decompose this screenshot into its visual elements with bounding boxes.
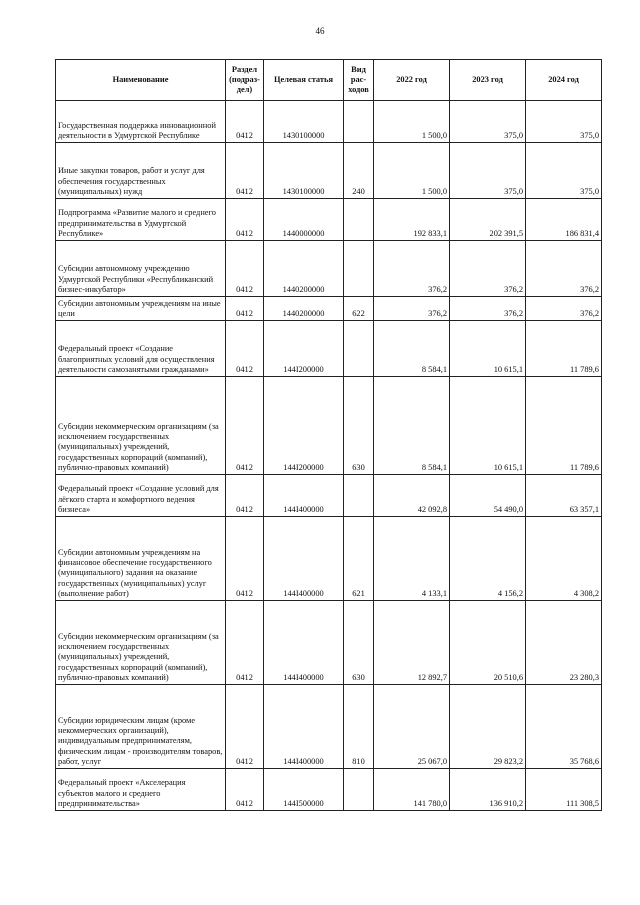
row-2022: 8 584,1 [374, 377, 450, 475]
row-vid: 240 [344, 143, 374, 199]
row-razdel: 0412 [226, 601, 264, 685]
row-celevaya: 1440200000 [264, 297, 344, 321]
table-row [56, 297, 602, 321]
header-2023: 2023 год [450, 60, 526, 101]
row-2022: 12 892,7 [374, 601, 450, 685]
row-2024: 375,0 [526, 101, 602, 143]
row-2023: 136 910,2 [450, 769, 526, 811]
row-name: Субсидии юридическим лицам (кроме некоммерческих организаций), индивидуальным предпринимателям, физическим лицам - производителям товаров, работ, услуг [56, 685, 226, 769]
row-vid [344, 769, 374, 811]
row-2023: 4 156,2 [450, 517, 526, 601]
header-name: Наименование [56, 60, 226, 101]
row-razdel: 0412 [226, 685, 264, 769]
row-2022: 141 780,0 [374, 769, 450, 811]
row-vid: 630 [344, 377, 374, 475]
row-name: Государственная поддержка инновационной деятельности в Удмуртской Республике [56, 101, 226, 143]
row-name: Подпрограмма «Развитие малого и среднего предпринимательства в Удмуртской Республике» [56, 199, 226, 241]
row-vid [344, 475, 374, 517]
row-celevaya: 144I400000 [264, 475, 344, 517]
row-celevaya: 1430100000 [264, 143, 344, 199]
row-2024: 375,0 [526, 143, 602, 199]
row-name: Федеральный проект «Создание условий для лёгкого старта и комфортного ведения бизнеса» [56, 475, 226, 517]
row-2023: 376,2 [450, 241, 526, 297]
row-2022: 25 067,0 [374, 685, 450, 769]
row-2023: 10 615,1 [450, 321, 526, 377]
row-2024: 23 280,3 [526, 601, 602, 685]
row-razdel: 0412 [226, 101, 264, 143]
table-row [56, 475, 602, 517]
row-name: Субсидии автономным учреждениям на иные цели [56, 297, 226, 321]
table-header-row [56, 60, 602, 101]
page-number: 46 [315, 26, 325, 36]
row-razdel: 0412 [226, 199, 264, 241]
row-razdel: 0412 [226, 475, 264, 517]
row-name: Субсидии некоммерческим организациям (за исключением государственных (муниципальных) учреждений, государственных корпораций (компаний), публично-правовых компаний) [56, 601, 226, 685]
row-2024: 35 768,6 [526, 685, 602, 769]
row-razdel: 0412 [226, 143, 264, 199]
table-row [56, 101, 602, 143]
header-2024: 2024 год [526, 60, 602, 101]
row-2024: 111 308,5 [526, 769, 602, 811]
row-2024: 4 308,2 [526, 517, 602, 601]
header-razdel: Раздел (подраз-дел) [226, 60, 264, 101]
row-celevaya: 1440200000 [264, 241, 344, 297]
row-celevaya: 1430100000 [264, 101, 344, 143]
row-vid [344, 101, 374, 143]
row-vid: 622 [344, 297, 374, 321]
row-razdel: 0412 [226, 769, 264, 811]
table-row [56, 601, 602, 685]
table-row [56, 685, 602, 769]
table-row [56, 143, 602, 199]
row-vid: 630 [344, 601, 374, 685]
row-celevaya: 144I200000 [264, 377, 344, 475]
row-vid: 621 [344, 517, 374, 601]
row-celevaya: 144I500000 [264, 769, 344, 811]
row-celevaya: 144I400000 [264, 517, 344, 601]
row-razdel: 0412 [226, 241, 264, 297]
row-vid [344, 241, 374, 297]
row-2022: 376,2 [374, 241, 450, 297]
row-2024: 11 789,6 [526, 321, 602, 377]
row-2023: 202 391,5 [450, 199, 526, 241]
row-2023: 10 615,1 [450, 377, 526, 475]
row-name: Федеральный проект «Акселерация субъектов малого и среднего предпринимательства» [56, 769, 226, 811]
row-2024: 186 831,4 [526, 199, 602, 241]
row-celevaya: 144I400000 [264, 601, 344, 685]
row-razdel: 0412 [226, 517, 264, 601]
row-2023: 54 490,0 [450, 475, 526, 517]
row-2024: 376,2 [526, 297, 602, 321]
row-2023: 375,0 [450, 101, 526, 143]
header-celevaya: Целевая статья [264, 60, 344, 101]
row-2024: 376,2 [526, 241, 602, 297]
row-name: Иные закупки товаров, работ и услуг для обеспечения государственных (муниципальных) нужд [56, 143, 226, 199]
row-razdel: 0412 [226, 297, 264, 321]
row-2023: 375,0 [450, 143, 526, 199]
row-name: Субсидии автономным учреждениям на финансовое обеспечение государственного (муниципального) задания на оказание государственных (муниципальных) услуг (выполнение работ) [56, 517, 226, 601]
row-2022: 1 500,0 [374, 143, 450, 199]
table-row [56, 769, 602, 811]
row-vid [344, 321, 374, 377]
table-body [56, 101, 602, 811]
table-row [56, 377, 602, 475]
header-2022: 2022 год [374, 60, 450, 101]
row-2024: 63 357,1 [526, 475, 602, 517]
table-row [56, 241, 602, 297]
row-name: Субсидии автономному учреждению Удмуртской Республики «Республиканский бизнес-инкубатор» [56, 241, 226, 297]
row-2022: 192 833,1 [374, 199, 450, 241]
row-2022: 8 584,1 [374, 321, 450, 377]
row-2024: 11 789,6 [526, 377, 602, 475]
row-name: Федеральный проект «Создание благоприятных условий для осуществления деятельности самозанятыми гражданами» [56, 321, 226, 377]
row-razdel: 0412 [226, 321, 264, 377]
table-row [56, 321, 602, 377]
row-vid: 810 [344, 685, 374, 769]
row-2022: 376,2 [374, 297, 450, 321]
row-razdel: 0412 [226, 377, 264, 475]
row-2023: 20 510,6 [450, 601, 526, 685]
row-2023: 29 823,2 [450, 685, 526, 769]
row-vid [344, 199, 374, 241]
budget-table [55, 59, 602, 811]
row-celevaya: 144I400000 [264, 685, 344, 769]
row-celevaya: 144I200000 [264, 321, 344, 377]
row-2022: 4 133,1 [374, 517, 450, 601]
table-row [56, 517, 602, 601]
row-2023: 376,2 [450, 297, 526, 321]
table-row [56, 199, 602, 241]
row-2022: 42 092,8 [374, 475, 450, 517]
row-celevaya: 1440000000 [264, 199, 344, 241]
header-vid: Вид рас-ходов [344, 60, 374, 101]
row-name: Субсидии некоммерческим организациям (за исключением государственных (муниципальных) учреждений, государственных корпораций (компаний), публично-правовых компаний) [56, 377, 226, 475]
row-2022: 1 500,0 [374, 101, 450, 143]
